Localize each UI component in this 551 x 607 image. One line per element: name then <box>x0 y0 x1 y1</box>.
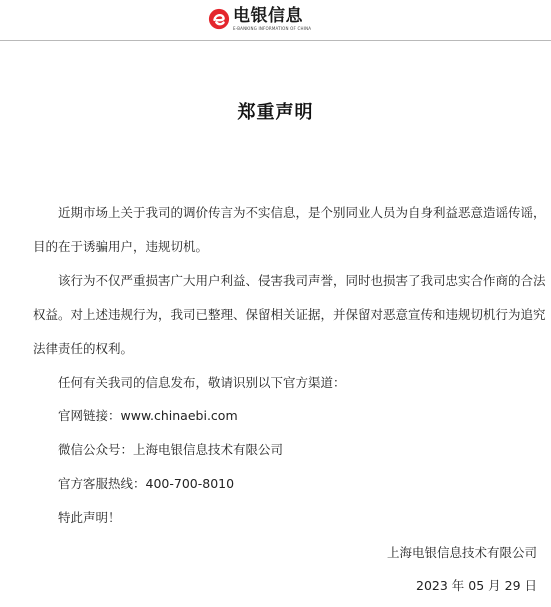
paragraph-1-line-2: 目的在于诱骗用户，违规切机。 <box>33 239 209 254</box>
statement-title: 郑重声明 <box>237 102 314 123</box>
paragraph-1-line-1: 近期市场上关于我司的调价传言为不实信息，是个别同业人员为自身利益恶意造谣传谣， <box>58 205 546 220</box>
paragraph-3: 任何有关我司的信息发布，敬请识别以下官方渠道： <box>58 375 346 390</box>
chinaebi-logo-icon <box>208 8 230 30</box>
closing-statement: 特此声明！ <box>58 510 121 525</box>
statement-date: 2023 年 05 月 29 日 <box>416 578 537 593</box>
page-header <box>0 0 551 41</box>
logo-name: 电银信息 <box>233 5 303 26</box>
company-logo[interactable] <box>208 4 311 34</box>
paragraph-2-line-2: 权益。对上述违规行为，我司已整理、保留相关证据，并保留对恶意宣传和违规切机行为追究 <box>33 307 546 322</box>
logo-subtitle: E-BANKING INFORMATION OF CHINA <box>233 25 312 31</box>
wechat-account-line: 微信公众号：上海电银信息技术有限公司 <box>58 442 284 457</box>
paragraph-2-line-3: 法律责任的权利。 <box>33 341 134 356</box>
official-website-line: 官网链接：www.chinaebi.com <box>58 408 238 423</box>
logo-text <box>233 5 312 31</box>
service-hotline-line: 官方客服热线：400-700-8010 <box>58 476 235 491</box>
company-signature: 上海电银信息技术有限公司 <box>386 545 537 560</box>
paragraph-2-line-1: 该行为不仅严重损害广大用户利益、侵害我司声誉，同时也损害了我司忠实合作商的合法 <box>58 273 546 288</box>
